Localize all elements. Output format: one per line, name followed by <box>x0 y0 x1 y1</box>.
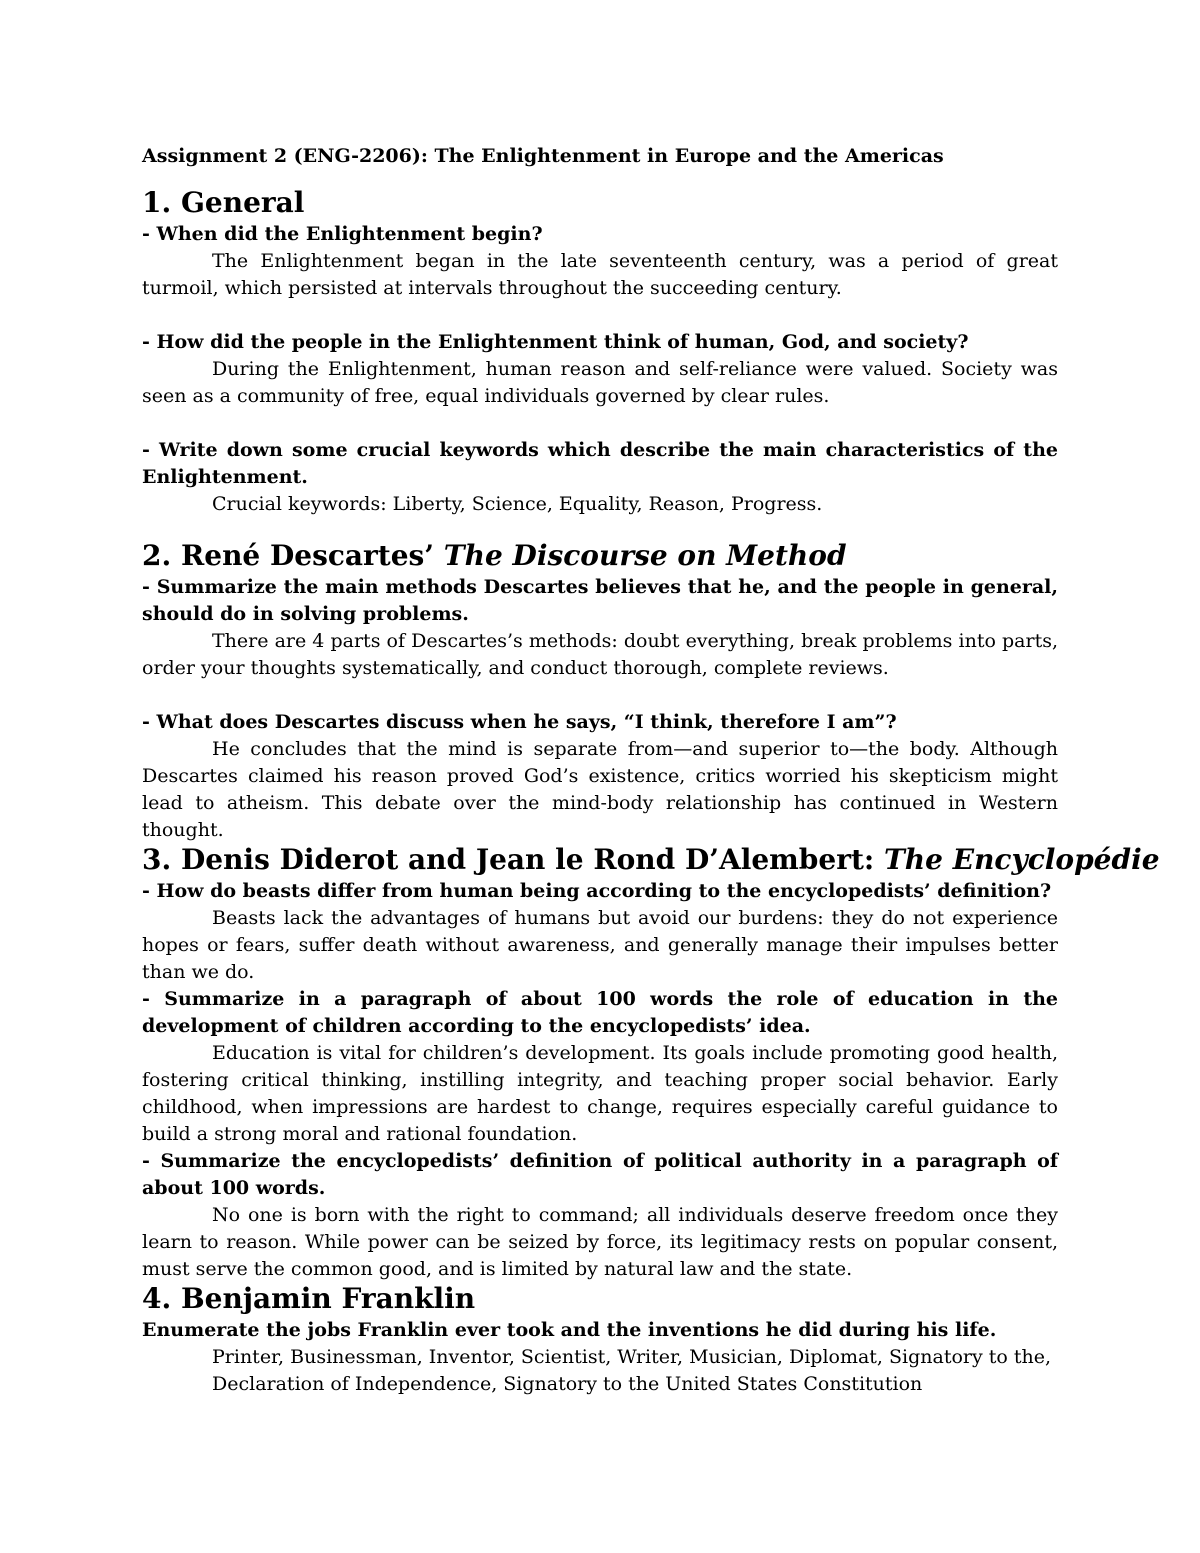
answer-text: The Enlightenment began in the late seventeenth century, was a period of great turmoil, which persisted at intervals throughout the succeeding century. <box>142 250 1058 299</box>
answer-text: Printer, Businessman, Inventor, Scientist, Writer, Musician, Diplomat, Signatory to the, Declaration of Independence, Signatory to the United States Constitution <box>212 1346 1052 1395</box>
question-text: Enumerate the jobs Franklin ever took and the inventions he did during his life. <box>142 1319 997 1341</box>
question-text: - How do beasts differ from human being according to the encyclopedists’ definition? <box>142 880 1052 902</box>
answer-text: He concludes that the mind is separate from—and superior to—the body. Although Descartes claimed his reason proved God’s existence, critics worried his skepticism might lead to atheism. This debate over the mind-body relationship has continued in Western thought. <box>142 738 1058 841</box>
question-text: - Summarize the encyclopedists’ definition of political authority in a paragraph of about 100 words. <box>142 1150 1058 1199</box>
question-text: - What does Descartes discuss when he says, “I think, therefore I am”? <box>142 711 897 733</box>
section-encyclopedie <box>142 843 1160 1283</box>
question-text: - When did the Enlightenment begin? <box>142 223 543 245</box>
answer-text: There are 4 parts of Descartes’s methods: doubt everything, break problems into parts, order your thoughts systematically, and conduct thorough, complete reviews. <box>142 630 1058 679</box>
section-franklin <box>142 1283 1058 1398</box>
document-page <box>142 142 1160 1398</box>
section-heading-prefix: 3. Denis Diderot and Jean le Rond D’Alembert: <box>142 843 884 876</box>
section-heading <box>142 540 1058 572</box>
question-text: - How did the people in the Enlightenment think of human, God, and society? <box>142 331 969 353</box>
section-general <box>142 187 1058 518</box>
section-heading-prefix: 2. René Descartes’ <box>142 539 444 572</box>
section-heading <box>142 843 1160 876</box>
section-heading-work-title: The Encyclopédie <box>883 843 1160 876</box>
section-heading: 1. General <box>142 186 305 219</box>
question-text: - Summarize in a paragraph of about 100 words the role of education in the development of children according to the encyclopedists’ idea. <box>142 988 1058 1037</box>
answer-text: No one is born with the right to command; all individuals deserve freedom once they learn to reason. While power can be seized by force, its legitimacy rests on popular consent, must serve the common good, and is limited by natural law and the state. <box>142 1204 1058 1280</box>
section-heading: 4. Benjamin Franklin <box>142 1282 476 1315</box>
answer-text: Beasts lack the advantages of humans but avoid our burdens: they do not experience hopes or fears, suffer death without awareness, and generally manage their impulses better than we do. <box>142 907 1058 983</box>
answer-text: During the Enlightenment, human reason and self-reliance were valued. Society was seen as a community of free, equal individuals governed by clear rules. <box>142 358 1058 407</box>
section-heading-work-title: The Discourse on Method <box>443 539 847 572</box>
question-text: - Summarize the main methods Descartes believes that he, and the people in general, should do in solving problems. <box>142 576 1058 625</box>
answer-text: Education is vital for children’s development. Its goals include promoting good health, fostering critical thinking, instilling integrity, and teaching proper social behavior. Early childhood, when impressions are hardest to change, requires especially careful guidance to build a strong moral and rational foundation. <box>142 1042 1058 1145</box>
section-descartes <box>142 540 1058 844</box>
question-text: - Write down some crucial keywords which describe the main characteristics of the Enlightenment. <box>142 439 1058 488</box>
answer-text: Crucial keywords: Liberty, Science, Equality, Reason, Progress. <box>212 493 823 515</box>
document-title: Assignment 2 (ENG-2206): The Enlightenment in Europe and the Americas <box>142 145 944 167</box>
